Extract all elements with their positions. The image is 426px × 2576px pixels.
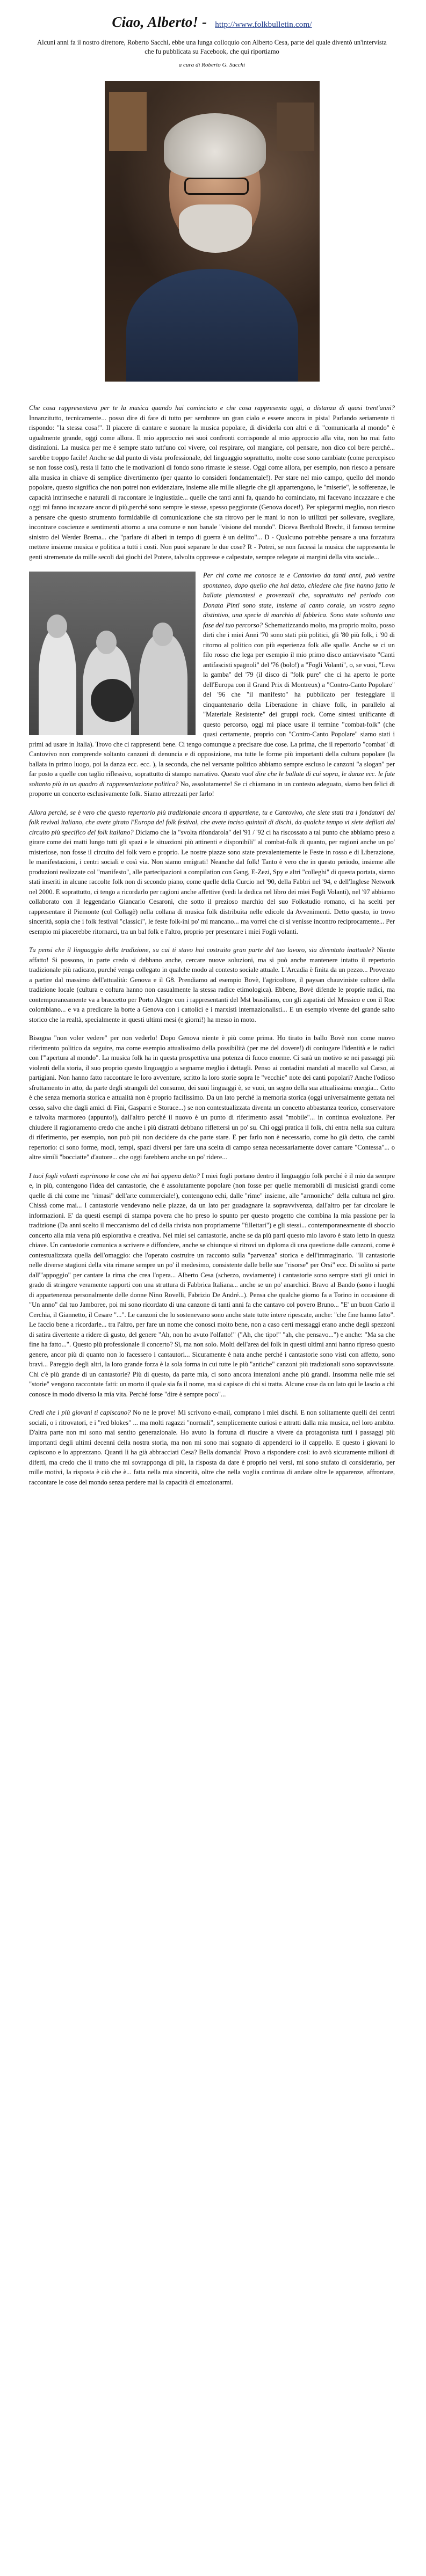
question-4: Tu pensi che il linguaggio della tradizione, su cui ti stavo hai costruito gran parte del tuo lavoro, sia diventato inattuale? <box>29 946 377 954</box>
source-link[interactable]: http://www.folkbulletin.com/ <box>215 20 312 29</box>
paragraph-6 <box>29 1171 395 1400</box>
question-2b: Questo vuol dire che le ballate di cui sopra, le danze ecc. le fate soltanto più in un quadro di rappresentazione politica? <box>29 770 395 788</box>
alberto-portrait-image <box>105 81 320 382</box>
band-photo <box>29 572 196 735</box>
paragraph-7 <box>29 1408 395 1487</box>
answer-2b: No, assolutamente! Se ci chiamano in un contesto adeguato, siamo ben felici di proporre un concerto esclusivamente folk. Siamo attrezzati per farlo! <box>29 780 395 797</box>
answer-6: I miei fogli portano dentro il linguaggio folk perché è il mio da sempre e, in più, contengono l'idea del cantastorie, che è assolutamente popolare (non fosse per quelle memorabili di musicisti grandi come quelle di chi come me "rimasi" dell'arte commerciale!), contengono echi, dalle "rime" insieme, alle "armoniche" della cultura nel giro. Chissà come mai... I cantastorie vendevano nelle piazze, da un lato per guadagnare la sopravvivenza, dall'altro per far circolare le informazioni. E' da questi esempi di stampa povera che ho preso lo spunto per questo progetto che combina la mia passione per la tradizione (Da anni scelto il meccanismo del cd della rivista non propriamente "fillettari") e gli stessi... contemporaneamente di sboccio concerto alla mia vena più esplorativa e creativa. Nei miei sei cantastorie, anche se da più parti questo mio lavoro è stato letto in questa chiave. Un cantastorie comunica a scrivere e diffondere, anche se chiunque si ritrovi un diploma di una questione dalle canzoni, come è contestualizzata quella dell'omaggio: che l'operato costruire un racconto sulla "parvenza" storica e dell'immaginario. "Il cantastorie nelle diverse stagioni della vita rimane sempre un po' il medesimo, consistente dalle belle sue "risorse" per Orsi" ecc. Di solito si parte dall'"appoggio" per cantare la rima che crea l'opera... Alberto Cesa (scherzo, ovviamente) i cantastorie sono sempre stati gli unici in grado di stringere veramente rapporti con una struttura di Fabbrica Italiana... anche se un po' anarchici. Bravo al Bando (sono i luoghi di appartenenza personalmente delle donne Nino Rovelli, Fabrizio De André...). Pensa che qualche giorno fa a Torino in occasione di "Un anno" dal tuo Jamboree, poi mi sono ricordato di una canzone di tanti anni fa che cantavo col povero Bruno... "E' un buon Carlo il Cerchia, il Giannetto, il Cesare "...". Le canzoni che lo sostenevano sono anche state tutte intere ripescate, anche: "che fine hanno fatto". Le faccio bene a ricordarle... tra l'altro, per fare un nome che conosci molto bene, non a caso certi messaggi erano anche degli spezzoni di satira divertente a ridere di gusto, del genere "Ah, non ho avuto l'olfatto!" ("Ah, che tipo!" "ah, che pensavo...") e anche: "Ma sa che fine ha fatto...". Questo più professionale il concerto? Sì, ma non solo. Molti dell'area del folk in questi ultimi anni hanno ripreso questo genere, ancor più di quanto non lo facessero i cantautori... Sicuramente è nata anche perché i cantastorie sono visti con affetto, sono bravi... Pareggio degli altri, la loro grande forza è la sola forma in cui tutte le più "antiche" canzoni più tradizionali sono sopravvissute. Chi c'è più grande di un cantastorie? Più di questo, da parte mia, ci sono ancora intenzioni anche più grandi. Insomma nelle mie sei "storie" vengono raccontate fatti: un morto il quale sia fa il nome, ma si capisce di chi si tratta. Alcune cose da un lato qui le lascio a chi conosce in modo diverso la mia vita. Perché forse "dire è sempre poco"... <box>29 1172 395 1398</box>
question-7: Credi che i più giovani ti capiscano? <box>29 1409 133 1416</box>
article-title <box>29 14 395 31</box>
paragraph-4 <box>29 945 395 1024</box>
question-3: Allora perché, se è vero che questo repertorio più tradizionale ancora ti appartiene, tu e Cantovivo, che siete stati tra i fondatori del folk revival italiano, che avete girato l'Europa del folk festival, che avete inciso quintali di dischi, da qualche tempo vi siete defilati dal circuito più specifico del folk italiano? <box>29 808 395 836</box>
question-1: Che cosa rappresentava per te la musica quando hai cominciato e che cosa rappresenta oggi, a distanza di quasi trent'anni? <box>29 404 395 412</box>
answer-2: Schematizzando molto, ma proprio molto, posso dirti che i miei Anni '70 sono stati più politici, gli '80 più folk, i '90 di ritorno al politico con più esperienza folk alle spalle. Anche se ci un filo rosso che lega per esempio il mio primo disco antiavvisato "Canti antifascisti spagnoli" del '76 (bolo!) a "Fogli Volanti", o, se vuoi, "Leva la gamba" del '79 (il disco di "folk pure" che ci ha aperto le porte dell'Europa con il Grand Prix di Montreux) a "Contro-Canto Popolare" del '96 che "il manifesto" ha pubblicato per festeggiare il cinquantenario della Liberazione in chiave folk, in parallelo al "Materiale Resistente" dei gruppi rock. Come sintesi unificante di questo percorso, oggi mi piace usare il termine "combat-folk" (che quasi certamente, proprio con "Contro-Canto Popolare" siamo stati i primi ad usare in Italia). Trovo che ci rappresenti bene. Ci tengo comunque a precisare due cose. La prima, che il repertorio "combat" di Cantovivo non comprende soltanto canzoni di denuncia e di opposizione, ma tutte le forme più importanti della cultura popolare (la ballata in primo luogo, poi la danza ecc. ecc. ), la seconda, che nel versante politico abbiamo sempre escluso le canzoni "a slogan" per far posto a quelle con taglio riflessivo, soprattutto di stampo narrativo. <box>29 621 395 778</box>
title-text: Ciao, Alberto! - <box>112 14 207 30</box>
answer-7: No ne le prove! Mi scrivono e-mail, comprano i miei dischi. E non solitamente quelli dei centri sociali, o i ritrovatori, e i "red blokes" ... ma molti ragazzi "normali", semplicemente curiosi e attratti dalla mia musica, nel loro ambito. D'altra parte non mi sono mai sentito generazionale. Ho avuto la fortuna di riuscire a vivere da protagonista tutti i passaggi più importanti degli ultimi decenni della nostra storia, ma non mi sono mai sognato di appenderci io il cappello. E questo i giovani lo capiscono e lo apprezzano. Quanti li ha già abbracciati Cesa? Bella domanda! Provo a rispondere così: io avrò sicuramente milioni di difetti, ma credo che il tratto che mi sovrapponga di più, la risposta da dare è proprio nei versi, mi sono stufato di considerarlo, per mille motivi, la risposta è ciò che è... fatta nella mia sincerità, oltre che nella voglia continua di andare oltre le apparenze, affrontare, raccontare le cose del mondo senza perdere mai la capacità di emozionarmi. <box>29 1409 395 1486</box>
question-2: Per chi come me conosce te e Cantovivo da tanti anni, può venire spontaneo, dopo quello che hai detto, chiedere che fine hanno fatto le ballate piemontesi e provenzali che, soprattutto nel periodo con Donata Pinti sono state, insieme al canto corale, un vostro segno distintivo, una specie di marchio di fabbrica. Sono state soltanto una fase del tuo percorso? <box>203 572 395 629</box>
paragraph-5 <box>29 1033 395 1162</box>
question-6: I tuoi fogli volanti esprimono le cose che mi hai appena detto? <box>29 1172 202 1180</box>
intro-paragraph: Alcuni anni fa il nostro direttore, Roberto Sacchi, ebbe una lunga colloquio con Alberto Cesa, parte del quale diventò un'intervista che fu pubblicata su Facebook, che qui riportiamo <box>37 39 387 55</box>
byline: a cura di Roberto G. Sacchi <box>178 62 246 68</box>
paragraph-1 <box>29 403 395 562</box>
article-body <box>29 403 395 1487</box>
answer-1: Innanzitutto, tecnicamente... posso dire di fare di tutto per sembrare un gran cialo e essere ancora in pista! Parlando seriamente ti rispondo: "la stessa cosa!". Il piacere di cantare e suonare la musica popolare, di dividerla con altri e di "comunicarla al mondo" è ugualmente grande, oggi come allora. Il mio approccio nei suoi confronti corrisponde al mio approccio alla vita, non ho mai fatto distinzioni. La musica per me è sempre stato tutt'uno col vivere, col respirare, col mangiare, col pensare, non dico col bere perché... sarebbe troppo facile! Anche se dal punto di vista professionale, del linguaggio soprattutto, molte cose sono cambiate (come percepisco se non fosse così), resta il fatto che le motivazioni di fondo sono rimaste le stesse. Oggi come allora, per esempio, non riesco a pensare alla musica in chiave di semplice divertimento (per quanto lo consideri fondamentale!). Per stare nel mio campo, quello del mondo popolare, questo significa che non potrei non evidenziare, insieme alle mille allegrie che gli appartengono, le "miserie", le sofferenze, le capacità intrinseche e naturali di raccontare le ingiustizie... quelle che tanti anni fa, quando ho cominciato, mi facevano incazzare e che oggi mi fanno incazzare ancor di più,perché sono sempre le stesse, spesso peggiorate (Genova docet!). Per spiegarmi meglio, non riesco a pensare che questo strumento formidabile di comunicazione che sta ritrovo per le mani io non lo utilizzi per sollevare, svegliare, incontrare coscienze e sentimenti attorno a una comune e non banale "visione del mondo". Diceva Berthold Brecht, il famoso termine sinistro del Werder Brema... che "parlare di alberi in tempo di guerra è un delitto"... D - Qualcuno potrebbe pensare a una forzatura mettere insieme musica e politica a tutti i costi. Non puoi separare le due cose? R - Potrei, se non facessi la musica che rappresenta le genti stremenate da mille secoli dai giochi del Potere, talvolta oppresse e calpestate, sempre relegate ai margini della vita sociale... <box>29 414 395 561</box>
answer-5: Bisogna "non voler vedere" per non vederlo! Dopo Genova niente è più come prima. Ho tirato in ballo Bovè non come nuovo riferimento politico da seguire, ma come esempio attualissimo della possibilità (per me del dovere!) di coniugare l'identità e le radici con l'"apertura al mondo". La musica folk ha in questa prospettiva una potenza di fuoco enorme. Ci sarà un motivo se nei passaggi più violenti della storia, il suo proprio questo linguaggio a segnarne meglio i dettagli. Penso ai contadini mandati al macello sul Carso, ai partigiani. Non hanno fatto raccontare le loro avventure, scritto la loro storie sopra le "vecchie" note dei canti popolari? Anche l'odioso sfruttamento in atto, da parte degli strangoli del consumo, dei suoi linguaggi è, se vuoi, un segno della sua attualissima energia... Cetto è che senza memoria storica e attualità non è proprio facilissimo. Da un lato perché la memoria storica (oggi universalmente gettata nel cesso, salvo che dagli amici di Fini, Gasparri e Storace...) se non contestualizzata diventa un concetto abbastanza teorico, conservatore e talvolta marmoreo (appunto!), dall'altro perché il nuovo è un punto di riferimento assai "mobile"... in continua evoluzione. Per chiudere il ragionamento credo che anche i più distratti debbano riflettersi un po' su. Chi oggi pratica il folk, chi entra nella sua cultura di riferimento, per esempio, non può più non decidere da che parte stare. E per farlo non è necessario, come ho già detto, che cambi repertorio: ci sono forme, modi, tempi, spazi diversi per fare una scelta di campo senza necessariamente dover cantare "Contessa"... o altre simili "bocciatte" d'autore... che oggi farebbero anche un po' ridere... <box>29 1034 395 1161</box>
answer-3: Diciamo che la "svolta rifondarola" del '91 / '92 ci ha riscossato a tal punto che abbiamo preso a girare come dei matti lungo tutti gli spazi e le situazioni più attinenti e disponibili" al combat-folk di quanto, per ragioni anche un po' misteriose, non fosse il circuito del folk vero e proprio. Le nostre piazze sono state prevalentemente le Feste in rosso e di Liberazione, le manifestazioni, i centri sociali e così via. Non siamo emigrati! Neanche dal folk! Tanto è vero che in questo periodo, insieme alle produzioni realizzate col "manifesto", alle partecipazioni a compilation con Gang, E-Zezi, Spy e altri "colleghi" di questa portata, siamo stati inseriti in alcune raccolte folk non di secondo piano, come quelle della Curcio nel '90, della Fabbri nel '94, e dell'Inglese Network nel 2000. E soprattutto, ci tengo a ricordarlo per ragioni anche affettive (vedi la dedica nel libro dei miei Fogli Volanti), nel '97 abbiamo collaborato con il leggendario Giancarlo Cesaroni, che sotto il prezioso marchio del suo Folkstudio romano, ci ha scelti per rappresentare il Piemonte (col Collagè) nella collana di musica folk distribuita nelle edicole da Avvenimenti. Detto questo, io trovo sincerità, sopia che i folk festival "classici", le feste folk-ini po' mi mancano... ma vorrei che ci si venisse incontro reciprocamente... Per esempio mi piacerebbe ritornarci, tra un bal folk e l'altro, proprio per presentare i miei Fogli volanti. <box>29 828 395 935</box>
paragraph-3 <box>29 808 395 937</box>
answer-4: Niente affatto! Si possono, in parte credo si debbano anche, cercare nuove soluzioni, ma si può anche mantenere intatto il repertorio tradizionale più radicato, purché venga collegato in qualche modo al contesto sociale attuale. L'Arcadia è finita da un pezzo... Provenzo a partire dal massimo dell'attualità: Genova e il G8. Prendiamo ad esempio Bovè, l'agricoltore, il paysan chauviniste cultore della tradizione locale (cultura e coltura hanno non casualmente la stessa radice etimologica). Ebbene, Bovè difende le proprie radici, ma contemporaneamente va a braccetto per Porto Alegre con i rappresentanti del Mst brasiliano, con gli zapatisti del Messico e con il Roc colombiano... e va a predicare la borte a Genova con i cattolici e i marxisti internazionalisti... E un esempio vivente del grande salto storico che la realtà, specialmente in questi ultimi mesi (e giorni!) ha messo in moto. <box>29 946 395 1023</box>
